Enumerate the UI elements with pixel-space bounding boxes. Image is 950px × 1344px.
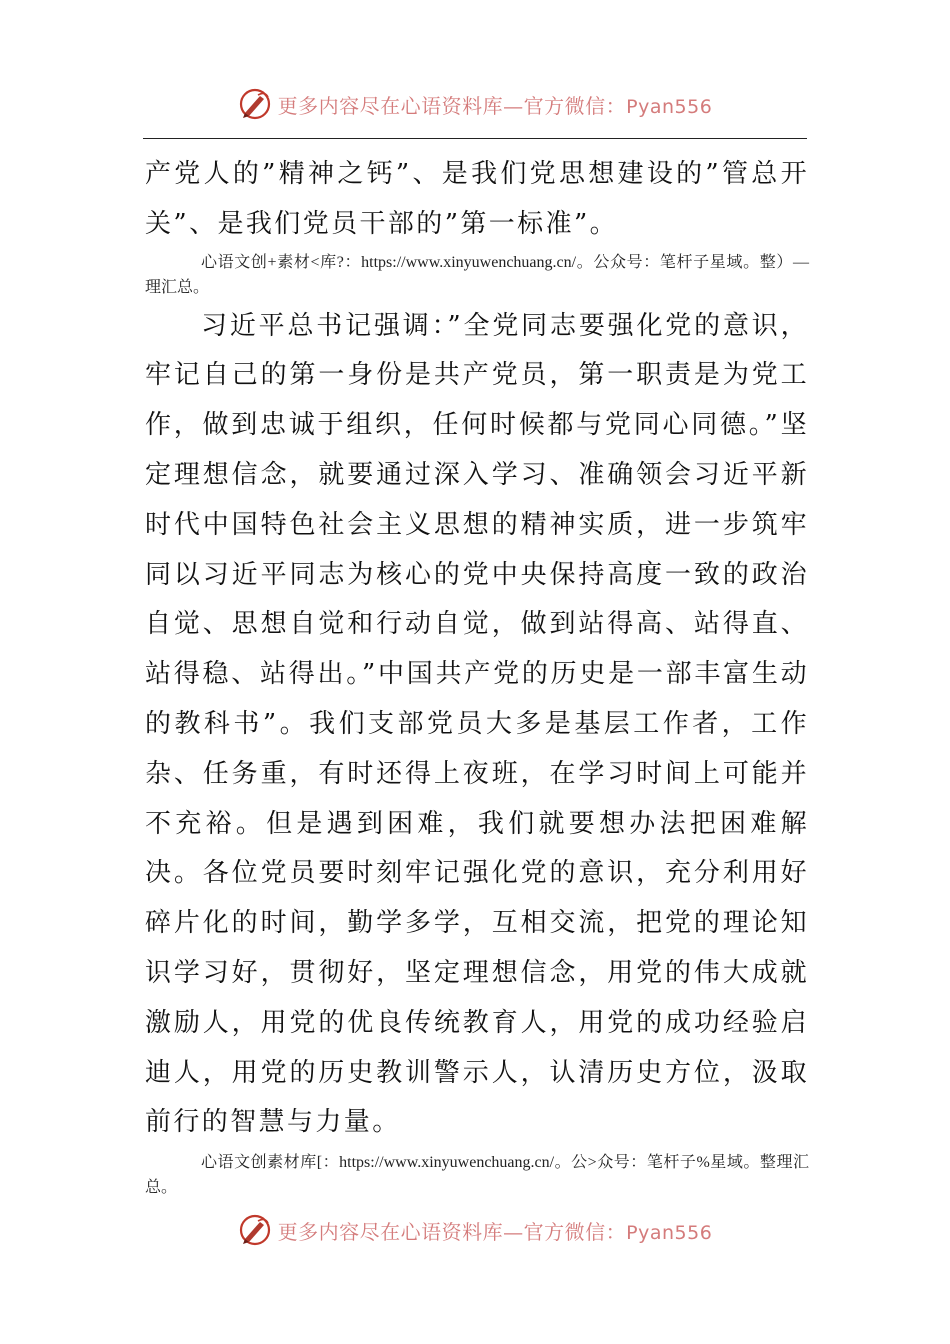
source-note-2: 心语文创素材库[：https://www.xinyuwenchuang.cn/。公>众号：笔杆子%星域。整理汇总。 xyxy=(145,1154,809,1197)
source-note-1: 心语文创+素材<库?：https://www.xinyuwenchuang.cn/。公众号：笔杆子星域。整）—理汇总。 xyxy=(145,253,809,296)
header-banner-text: 更多内容尽在心语资料库—官方微信：Pyan556 xyxy=(277,93,713,118)
pen-circle-logo-icon xyxy=(238,87,272,121)
footer-banner-text: 更多内容尽在心语资料库—官方微信：Pyan556 xyxy=(277,1219,713,1244)
document-body xyxy=(145,150,809,1200)
header-divider xyxy=(143,138,807,139)
header-banner-handle: Pyan556 xyxy=(626,95,713,118)
footer-banner xyxy=(0,1208,950,1252)
body-paragraph-2: 习近平总书记强调：”全党同志要强化党的意识，牢记自己的第一身份是共产党员，第一职责是为党工作，做到忠诚于组织，任何时候都与党同心同德。”坚定理想信念，就要通过深入学习、准确领会习近平新时代中国特色社会主义思想的精神实质，进一步筑牢同以习近平同志为核心的党中央保持高度一致的政治自觉、思想自觉和行动自觉，做到站得高、站得直、站得稳、站得出。”中国共产党的历史是一部丰富生动的教科书”。我们支部党员大多是基层工作者，工作杂、任务重，有时还得上夜班，在学习时间上可能并不充裕。但是遇到困难，我们就要想办法把困难解决。各位党员要时刻牢记强化党的意识，充分利用好碎片化的时间，勤学多学，互相交流，把党的理论知识学习好，贯彻好，坚定理想信念，用党的伟大成就激励人，用党的优良传统教育人，用党的成功经验启迪人，用党的历史教训警示人，认清历史方位，汲取前行的智慧与力量。 xyxy=(145,310,809,1138)
body-paragraph-1: 产党人的”精神之钙”、是我们党思想建设的”管总开关”、是我们党员干部的”第一标准”。 xyxy=(145,159,809,239)
pen-circle-logo-icon xyxy=(238,1213,272,1247)
header-banner xyxy=(0,82,950,126)
footer-banner-handle: Pyan556 xyxy=(626,1221,713,1244)
